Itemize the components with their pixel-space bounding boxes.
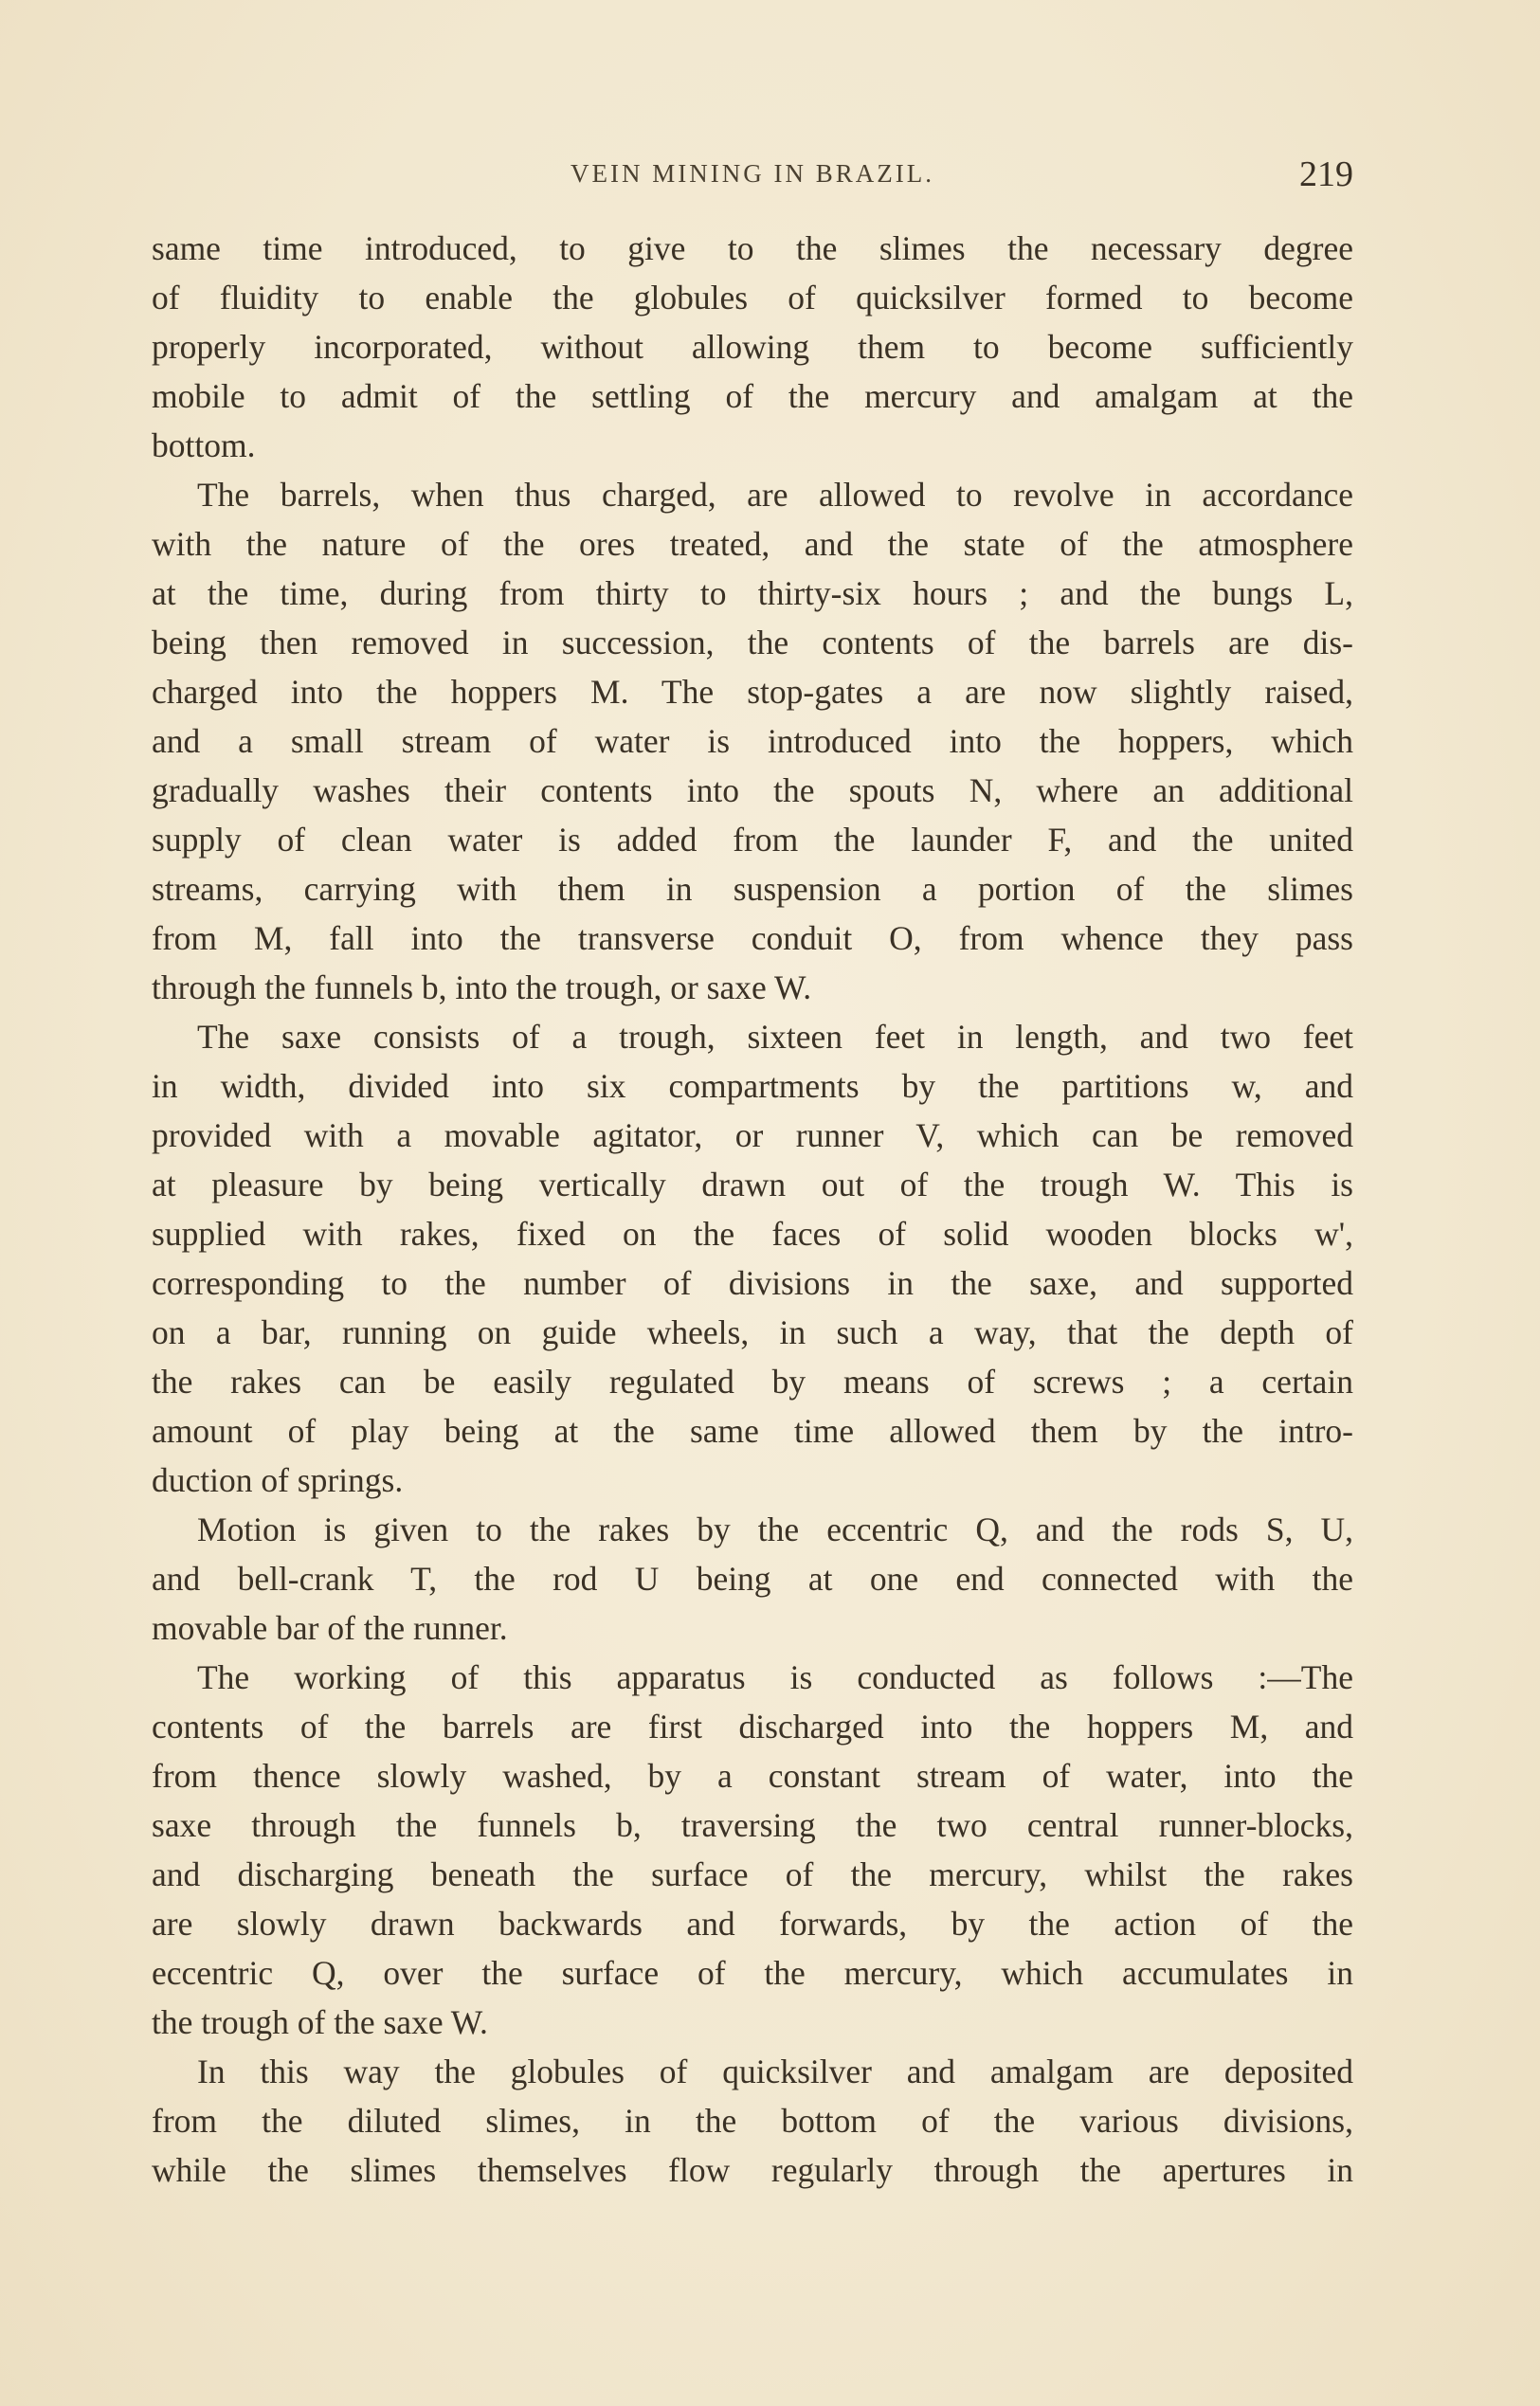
- text-line: charged into the hoppers M. The stop-gates a are now slightly raised,: [152, 673, 1353, 711]
- text-line: through the funnels b, into the trough, or saxe W.: [152, 968, 812, 1006]
- running-head: [152, 154, 1353, 197]
- text-line: same time introduced, to give to the slimes the necessary degree: [152, 229, 1353, 267]
- text-line: and bell-crank T, the rod U being at one end connected with the: [152, 1560, 1353, 1598]
- text-line: mobile to admit of the settling of the mercury and amalgam at the: [152, 377, 1353, 415]
- text-line: are slowly drawn backwards and forwards, by the action of the: [152, 1905, 1353, 1943]
- paragraph-start-line: In this way the globules of quicksilver and amalgam are deposited: [197, 2053, 1353, 2090]
- text-line: supply of clean water is added from the launder F, and the united: [152, 821, 1353, 859]
- text-line: with the nature of the ores treated, and the state of the atmosphere: [152, 525, 1353, 563]
- text-line: the rakes can be easily regulated by means of screws ; a certain: [152, 1363, 1353, 1401]
- text-line: while the slimes themselves flow regularly through the apertures in: [152, 2151, 1353, 2189]
- text-line: bottom.: [152, 426, 256, 464]
- text-line: from M, fall into the transverse conduit O, from whence they pass: [152, 919, 1353, 957]
- text-line: the trough of the saxe W.: [152, 2003, 488, 2041]
- text-line: at the time, during from thirty to thirty-six hours ; and the bungs L,: [152, 574, 1353, 612]
- text-line: streams, carrying with them in suspension a portion of the slimes: [152, 870, 1353, 908]
- text-line: contents of the barrels are first discharged into the hoppers M, and: [152, 1708, 1353, 1746]
- body-text: [152, 224, 1353, 2195]
- text-line: movable bar of the runner.: [152, 1609, 508, 1647]
- text-line: and discharging beneath the surface of the mercury, whilst the rakes: [152, 1855, 1353, 1893]
- text-line: in width, divided into six compartments by the partitions w, and: [152, 1067, 1353, 1105]
- text-line: at pleasure by being vertically drawn out of the trough W. This is: [152, 1166, 1353, 1203]
- text-line: provided with a movable agitator, or runner V, which can be removed: [152, 1116, 1353, 1154]
- text-line: on a bar, running on guide wheels, in such a way, that the depth of: [152, 1313, 1353, 1351]
- paragraph-start-line: The working of this apparatus is conducted as follows :—The: [197, 1658, 1353, 1696]
- text-line: saxe through the funnels b, traversing the two central runner-blocks,: [152, 1806, 1353, 1844]
- paragraph-start-line: Motion is given to the rakes by the eccentric Q, and the rods S, U,: [197, 1511, 1353, 1548]
- text-line: and a small stream of water is introduced into the hoppers, which: [152, 722, 1353, 760]
- text-line: properly incorporated, without allowing them to become sufficiently: [152, 328, 1353, 366]
- text-line: gradually washes their contents into the spouts N, where an additional: [152, 771, 1353, 809]
- text-line: amount of play being at the same time allowed them by the intro-: [152, 1412, 1353, 1450]
- page-number: 219: [1299, 154, 1353, 194]
- text-line: from the diluted slimes, in the bottom of the various divisions,: [152, 2102, 1353, 2140]
- text-line: of fluidity to enable the globules of quicksilver formed to become: [152, 279, 1353, 317]
- text-line: corresponding to the number of divisions in the saxe, and supported: [152, 1264, 1353, 1302]
- text-line: from thence slowly washed, by a constant stream of water, into the: [152, 1757, 1353, 1795]
- paragraph-start-line: The barrels, when thus charged, are allowed to revolve in accordance: [197, 476, 1353, 514]
- paragraph-start-line: The saxe consists of a trough, sixteen feet in length, and two feet: [197, 1018, 1353, 1056]
- running-title: VEIN MINING IN BRAZIL.: [571, 159, 934, 188]
- text-line: eccentric Q, over the surface of the mercury, which accumulates in: [152, 1954, 1353, 1992]
- text-line: supplied with rakes, fixed on the faces of solid wooden blocks w',: [152, 1215, 1353, 1253]
- text-line: being then removed in succession, the contents of the barrels are dis-: [152, 624, 1353, 661]
- text-line: duction of springs.: [152, 1461, 404, 1499]
